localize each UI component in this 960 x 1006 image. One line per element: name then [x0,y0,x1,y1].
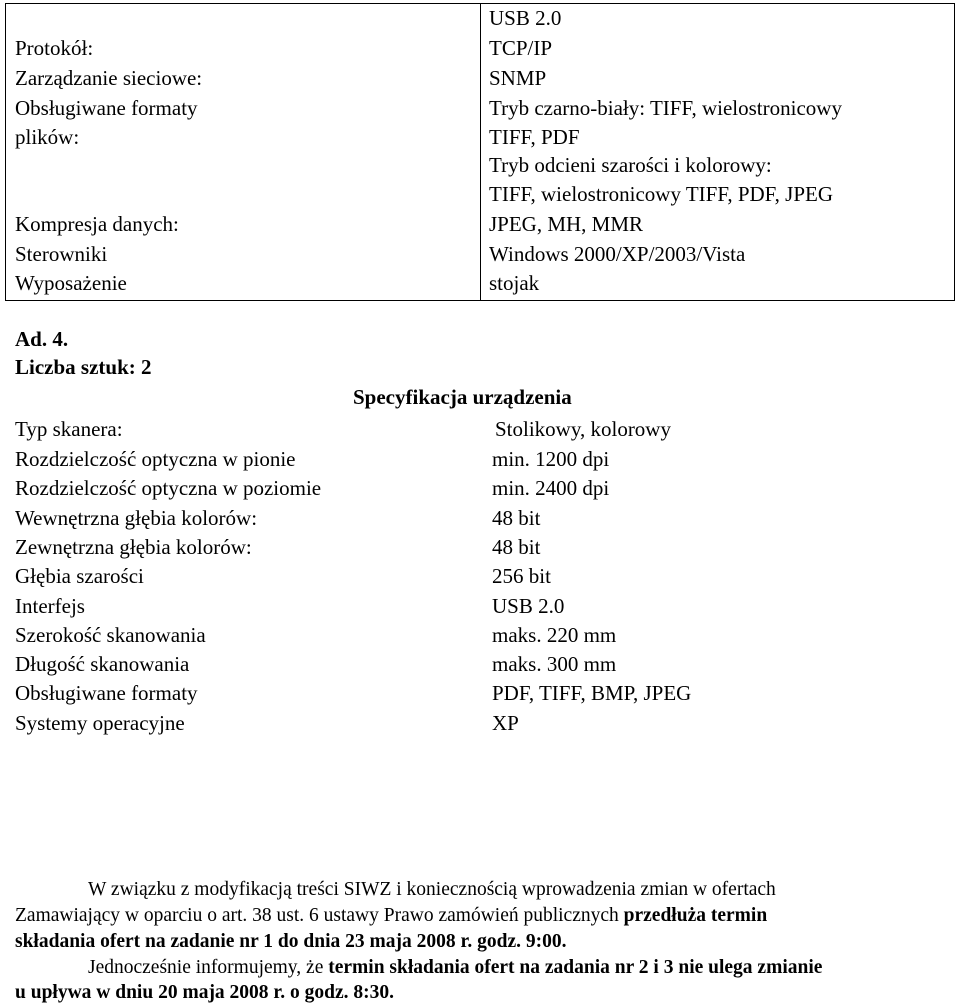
notice-p1-line1: W związku z modyfikacją treści SIWZ i koniecznością wprowadzenia zmian w ofertach [88,879,776,900]
table-value: SNMP [489,66,547,90]
table-value: Windows 2000/XP/2003/Vista [489,242,746,266]
table-value: Tryb odcieni szarości i kolorowy: [489,153,772,177]
table-value: TCP/IP [489,36,553,60]
spec-value: XP [492,711,519,735]
table-value: TIFF, wielostronicowy TIFF, PDF, JPEG [489,182,834,206]
spec-value: 48 bit [492,535,541,559]
spec-value: min. 2400 dpi [492,476,610,500]
spec-title: Specyfikacja urządzenia [353,385,572,409]
spec-value: 256 bit [492,564,551,588]
spec-label: Głębia szarości [15,564,144,588]
spec-label: Zewnętrzna głębia kolorów: [15,535,252,559]
section-count: Liczba sztuk: 2 [15,355,152,379]
spec-label: Długość skanowania [15,652,190,676]
table-value: Tryb czarno-biały: TIFF, wielostronicowy [489,96,842,120]
table-value: TIFF, PDF [489,125,580,149]
spec-value: USB 2.0 [492,594,565,618]
table-label: Sterowniki [15,242,108,266]
spec-label: Szerokość skanowania [15,623,206,647]
table-value: JPEG, MH, MMR [489,212,644,236]
notice-p1-line2-normal: Zamawiający w oparciu o art. 38 ust. 6 ustawy Prawo zamówień publicznych [15,905,624,926]
spec-value: PDF, TIFF, BMP, JPEG [492,681,692,705]
table-label: Kompresja danych: [15,212,179,236]
notice-p1-line2-bold: przedłuża termin [623,905,768,926]
spec-label: Wewnętrzna głębia kolorów: [15,506,258,530]
table-label: Wyposażenie [15,271,127,295]
spec-value: maks. 300 mm [492,652,617,676]
spec-label: Interfejs [15,594,85,618]
spec-label: Typ skanera: [15,417,123,441]
table-divider [480,3,481,301]
table-label-cont: plików: [15,125,80,149]
spec-value: min. 1200 dpi [492,447,610,471]
table-value: USB 2.0 [489,6,562,30]
table-border-right [954,3,955,301]
spec-label: Systemy operacyjne [15,711,185,735]
notice-p2-line1-normal: Jednocześnie informujemy, że [88,957,329,978]
table-label: Zarządzanie sieciowe: [15,66,203,90]
section-ad: Ad. 4. [15,327,69,351]
table-border-left [5,3,6,301]
notice-p1-line2 [15,902,767,929]
spec-value: maks. 220 mm [492,623,617,647]
notice-p2-line2: u upływa w dniu 20 maja 2008 r. o godz. 8:30. [15,982,395,1003]
notice-p2-line1-bold: termin składania ofert na zadania nr 2 i 3 nie ulega zmianie [328,957,823,978]
table-label: Protokół: [15,36,94,60]
spec-value: 48 bit [492,506,541,530]
table-label: Obsługiwane formaty [15,96,198,120]
spec-value: Stolikowy, kolorowy [495,417,671,441]
spec-label: Rozdzielczość optyczna w pionie [15,447,296,471]
spec-label: Obsługiwane formaty [15,681,198,705]
specs-table-top [5,3,955,301]
notice-p1-line3: składania ofert na zadanie nr 1 do dnia 23 maja 2008 r. godz. 9:00. [15,931,567,952]
notice-p2-line1 [88,954,822,981]
table-value: stojak [489,271,540,295]
spec-label: Rozdzielczość optyczna w poziomie [15,476,322,500]
